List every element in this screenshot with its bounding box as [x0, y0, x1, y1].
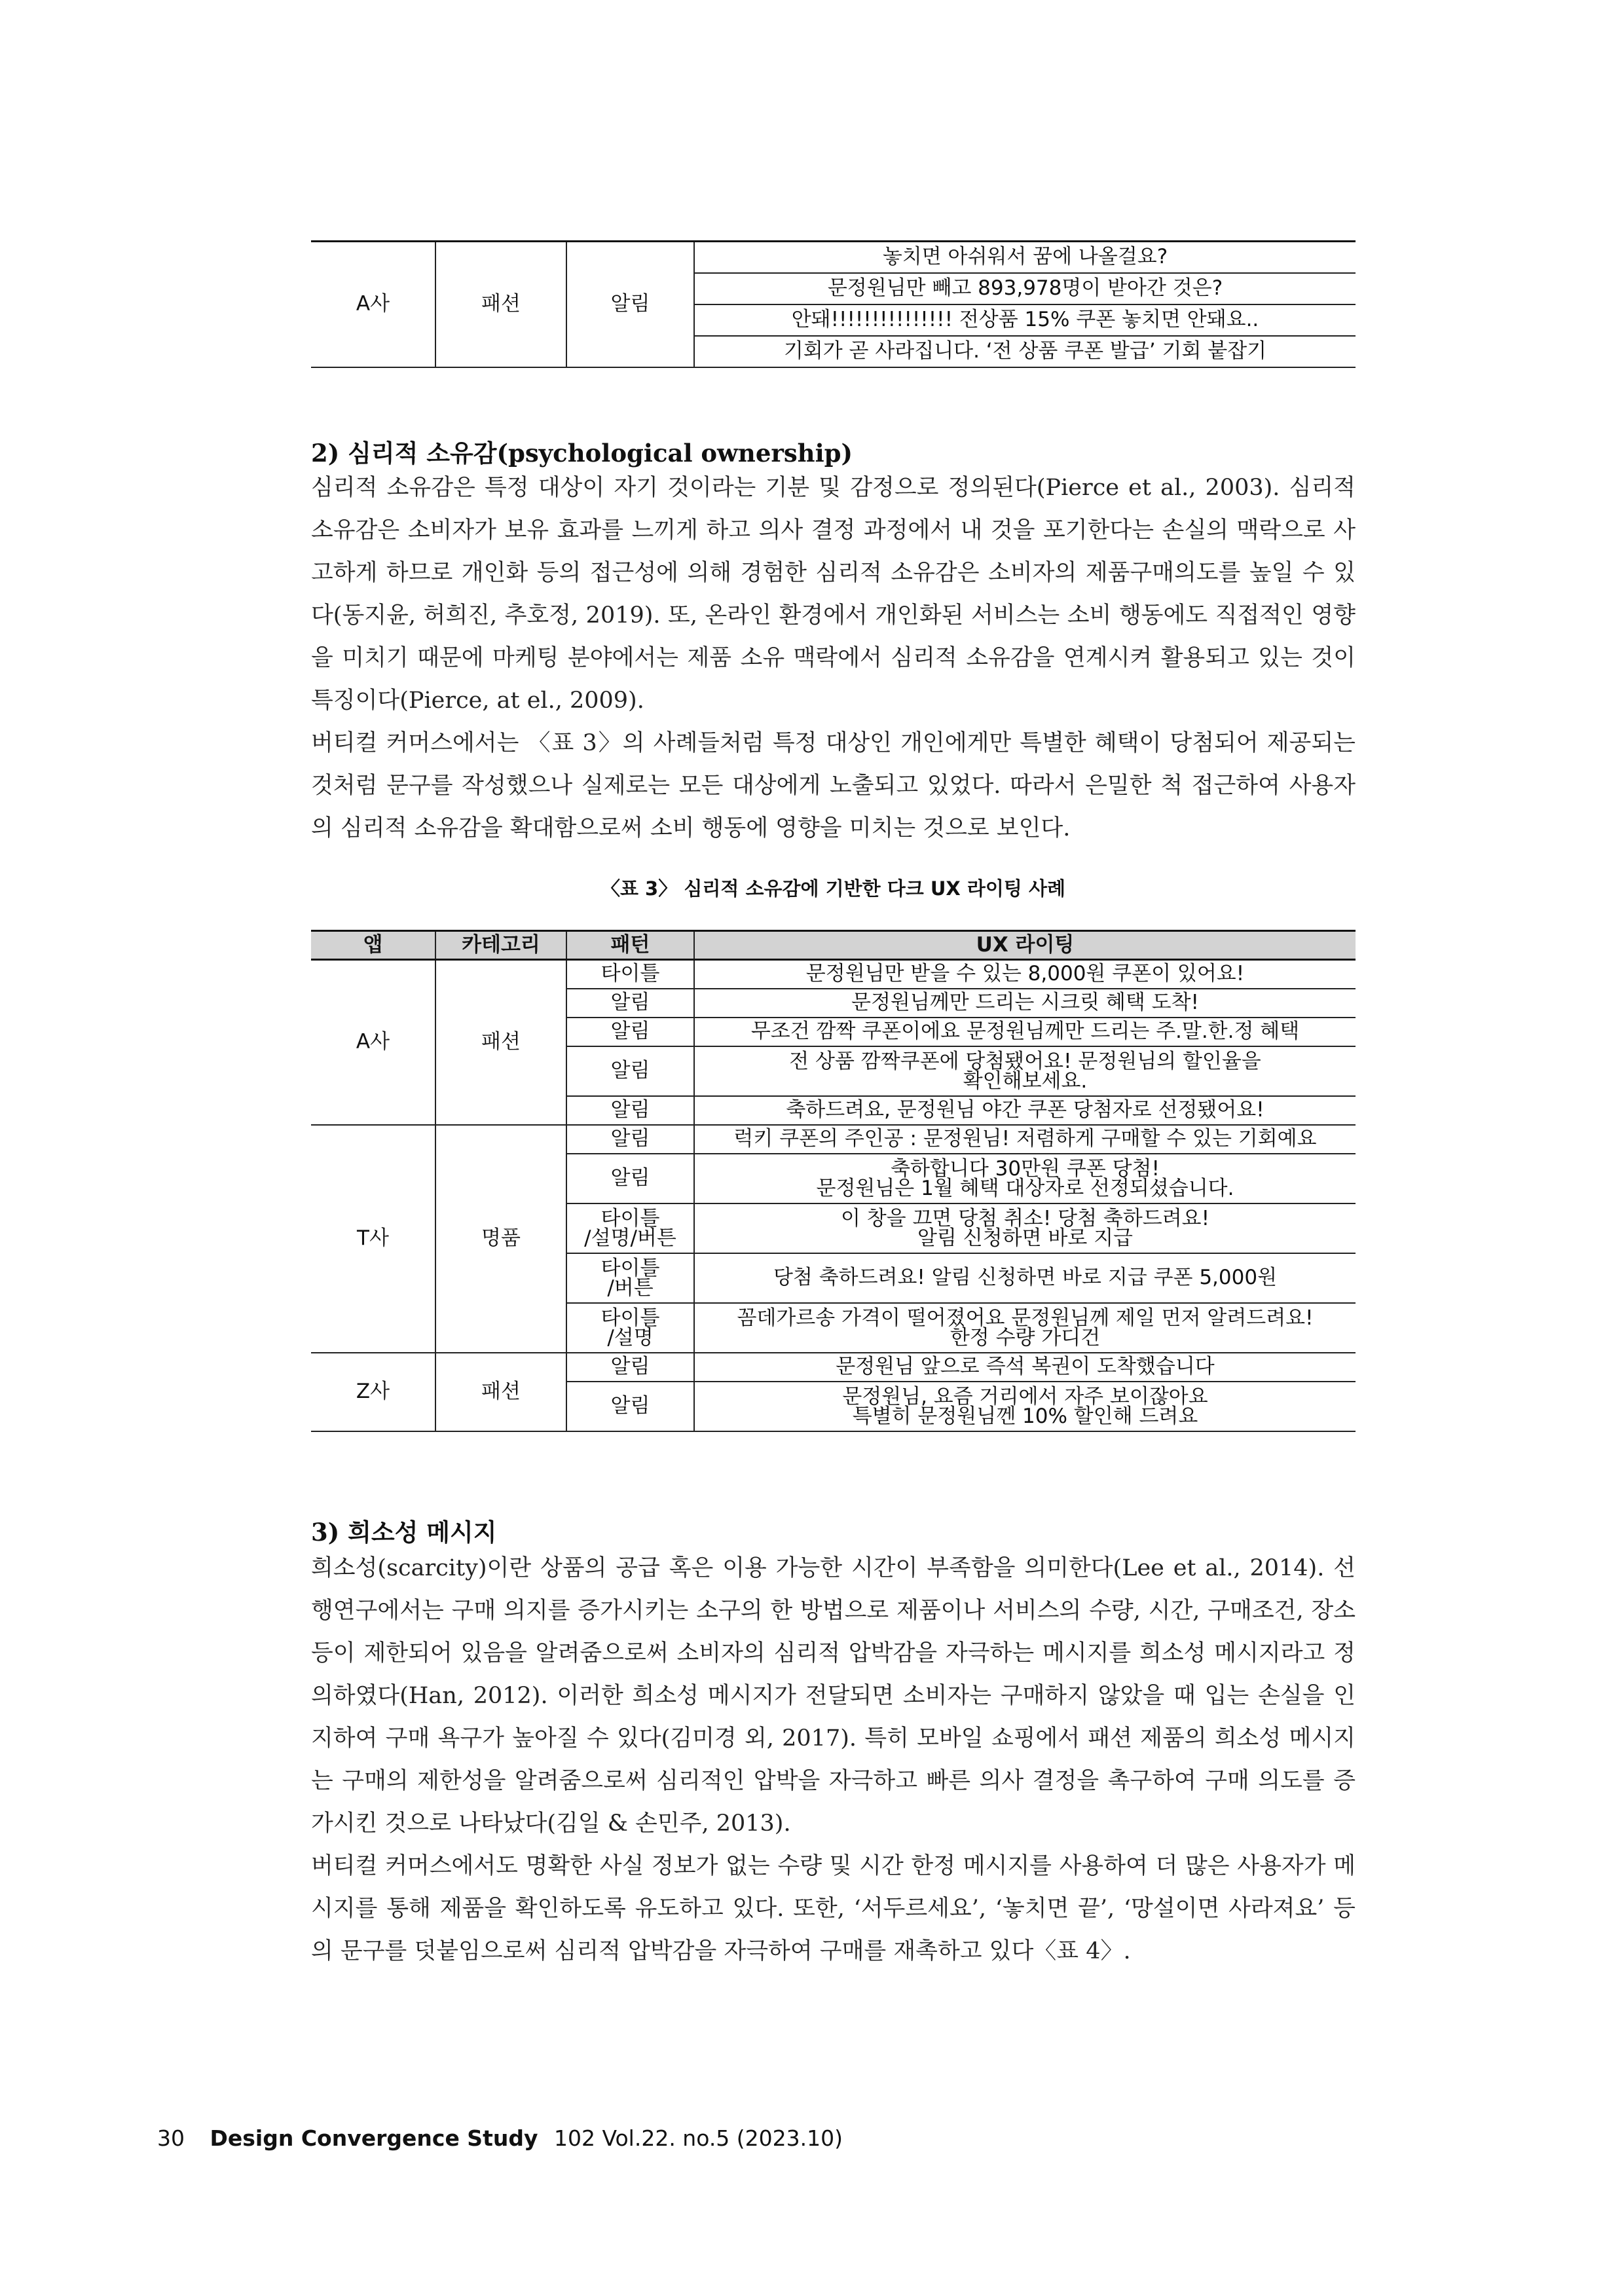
pattern-line: 타이틀 — [600, 1206, 660, 1230]
cell-pattern: 타이틀 — [566, 960, 694, 989]
pattern-line: /설명/버튼 — [584, 1226, 676, 1250]
cell-app: A사 — [311, 242, 435, 367]
cell-writing: 문정원님만 받을 수 있는 8,000원 쿠폰이 있어요! — [694, 960, 1356, 989]
writing-line: 특별히 문정원님껜 10% 할인해 드려요 — [852, 1404, 1198, 1428]
page-footer — [157, 2125, 843, 2151]
cell-writing: 문정원님께만 드리는 시크릿 혜택 도착! — [694, 989, 1356, 1018]
page-number: 30 — [157, 2125, 185, 2151]
table-continuation — [311, 240, 1356, 368]
cell-pattern: 알림 — [566, 1096, 694, 1125]
cell-app: Z사 — [311, 1353, 435, 1431]
pattern-line: /설명 — [607, 1325, 654, 1349]
body-paragraph: 희소성(scarcity)이란 상품의 공급 혹은 이용 가능한 시간이 부족함을 의미한다(Lee et al., 2014). 선행연구에서는 구매 의지를 증가시키는 소구의 한 방법으로 제품이나 서비스의 수량, 시간, 구매조건, 장소 등이 제한되어 있음을 알려줌으로써 소비자의 심리적 압박감을 자극하는 메시지를 희소성 메시지라고 정의하였다(Han, 2012). 이러한 희소성 메시지가 전달되면 소비자는 구매하지 않았을 때 입는 손실을 인지하여 구매 욕구가 높아질 수 있다(김미경 외, 2017). 특히 모바일 쇼핑에서 패션 제품의 희소성 메시지는 구매의 제한성을 알려줌으로써 심리적인 압박을 자극하고 빠른 의사 결정을 촉구하여 구매 의도를 증가시킨 것으로 나타났다(김일 & 손민주, 2013). — [311, 1555, 1356, 1837]
writing-line: 축하합니다 30만원 쿠폰 당첨! — [891, 1156, 1160, 1181]
writing-line: 한정 수량 가디건 — [950, 1325, 1101, 1349]
writing-line: 전 상품 깜짝쿠폰에 당첨됐어요! 문정원님의 할인율을 — [789, 1049, 1261, 1073]
body-paragraph: 심리적 소유감은 특정 대상이 자기 것이라는 기분 및 감정으로 정의된다(Pierce et al., 2003). 심리적 소유감은 소비자가 보유 효과를 느끼게 하고 의사 결정 과정에서 내 것을 포기한다는 손실의 맥락으로 사고하게 하므로 개인화 등의 접근성에 의해 경험한 심리적 소유감은 소비자의 제품구매의도를 높일 수 있다(동지윤, 허희진, 추호정, 2019). 또, 온라인 환경에서 개인화된 서비스는 소비 행동에도 직접적인 영향을 미치기 때문에 마케팅 분야에서는 제품 소유 맥락에서 심리적 소유감을 연계시켜 활용되고 있는 것이 특징이다(Pierce, at el., 2009). — [311, 475, 1356, 714]
table-caption: 〈표 3〉 심리적 소유감에 기반한 다크 UX 라이팅 사례 — [600, 877, 1066, 900]
cell-category: 패션 — [435, 1353, 566, 1431]
body-paragraph: 버티컬 커머스에서도 명확한 사실 정보가 없는 수량 및 시간 한정 메시지를 사용하여 더 많은 사용자가 메시지를 통해 제품을 확인하도록 유도하고 있다. 또한, ‘서두르세요’, ‘놓치면 끝’, ‘망설이면 사라져요’ 등의 문구를 덧붙임으로써 심리적 압박감을 자극하여 구매를 재촉하고 있다〈표 4〉. — [311, 1853, 1356, 1964]
cell-writing: 축하드려요, 문정원님 야간 쿠폰 당첨자로 선정됐어요! — [694, 1096, 1356, 1125]
cell-writing — [694, 1203, 1356, 1253]
journal-name: Design Convergence Study — [210, 2125, 538, 2151]
cell-pattern: 알림 — [566, 1154, 694, 1203]
cell-pattern: 알림 — [566, 1353, 694, 1382]
cell-pattern — [566, 1253, 694, 1303]
cell-writing: 문정원님만 빼고 893,978명이 받아간 것은? — [694, 273, 1356, 304]
cell-pattern: 알림 — [566, 1046, 694, 1096]
table-3 — [311, 930, 1356, 1432]
header-cell: UX 라이팅 — [694, 931, 1356, 960]
cell-writing: 당첨 축하드려요! 알림 신청하면 바로 지급 쿠폰 5,000원 — [694, 1253, 1356, 1303]
writing-line: 알림 신청하면 바로 지급 — [917, 1226, 1134, 1250]
writing-line: 문정원님은 1월 혜택 대상자로 선정되셨습니다. — [816, 1176, 1234, 1200]
cell-app: A사 — [311, 960, 435, 1125]
writing-line: 이 창을 끄면 당첨 취소! 당첨 축하드려요! — [840, 1206, 1210, 1230]
header-cell: 카테고리 — [435, 931, 566, 960]
cell-writing: 무조건 깜짝 쿠폰이에요 문정원님께만 드리는 주.말.한.정 혜택 — [694, 1018, 1356, 1046]
cell-writing: 안돼!!!!!!!!!!!!!!! 전상품 15% 쿠폰 놓치면 안돼요.. — [694, 304, 1356, 336]
pattern-line: 타이틀 — [600, 1306, 660, 1330]
cell-app: T사 — [311, 1125, 435, 1353]
pattern-line: /버튼 — [607, 1276, 654, 1300]
table-row — [311, 960, 1356, 989]
cell-writing: 놓치면 아쉬워서 꿈에 나올걸요? — [694, 242, 1356, 273]
cell-category: 패션 — [435, 960, 566, 1125]
section-heading: 3) 희소성 메시지 — [311, 1518, 497, 1547]
cell-pattern — [566, 1203, 694, 1253]
cell-writing: 문정원님 앞으로 즉석 복권이 도착했습니다 — [694, 1353, 1356, 1382]
writing-line: 꼼데가르송 가격이 떨어졌어요 문정원님께 제일 먼저 알려드려요! — [737, 1306, 1314, 1330]
cell-writing: 기회가 곧 사라집니다. ‘전 상품 쿠폰 발급’ 기회 붙잡기 — [694, 336, 1356, 367]
body-paragraph: 버티컬 커머스에서는 〈표 3〉의 사례들처럼 특정 대상인 개인에게만 특별한 혜택이 당첨되어 제공되는 것처럼 문구를 작성했으나 실제로는 모든 대상에게 노출되고 있었다. 따라서 은밀한 척 접근하여 사용자의 심리적 소유감을 확대함으로써 소비 행동에 영향을 미치는 것으로 보인다. — [311, 730, 1356, 841]
cell-pattern — [566, 1303, 694, 1353]
cell-writing: 럭키 쿠폰의 주인공 : 문정원님! 저렴하게 구매할 수 있는 기회예요 — [694, 1125, 1356, 1154]
header-cell: 패턴 — [566, 931, 694, 960]
cell-writing — [694, 1382, 1356, 1431]
cell-pattern: 알림 — [566, 242, 694, 367]
header-cell: 앱 — [311, 931, 435, 960]
cell-writing — [694, 1303, 1356, 1353]
cell-category: 패션 — [435, 242, 566, 367]
table-row — [311, 1353, 1356, 1382]
table-row — [311, 1125, 1356, 1154]
writing-line: 확인해보세요. — [963, 1069, 1088, 1093]
journal-issue: 102 Vol.22. no.5 (2023.10) — [553, 2125, 843, 2151]
cell-writing — [694, 1046, 1356, 1096]
section-heading: 2) 심리적 소유감(psychological ownership) — [311, 439, 853, 468]
cell-pattern: 알림 — [566, 1018, 694, 1046]
cell-writing — [694, 1154, 1356, 1203]
cell-pattern: 알림 — [566, 989, 694, 1018]
pattern-line: 타이틀 — [600, 1256, 660, 1280]
cell-category: 명품 — [435, 1125, 566, 1353]
cell-pattern: 알림 — [566, 1382, 694, 1431]
cell-pattern: 알림 — [566, 1125, 694, 1154]
writing-line: 문정원님, 요즘 거리에서 자주 보이잖아요 — [842, 1384, 1208, 1408]
